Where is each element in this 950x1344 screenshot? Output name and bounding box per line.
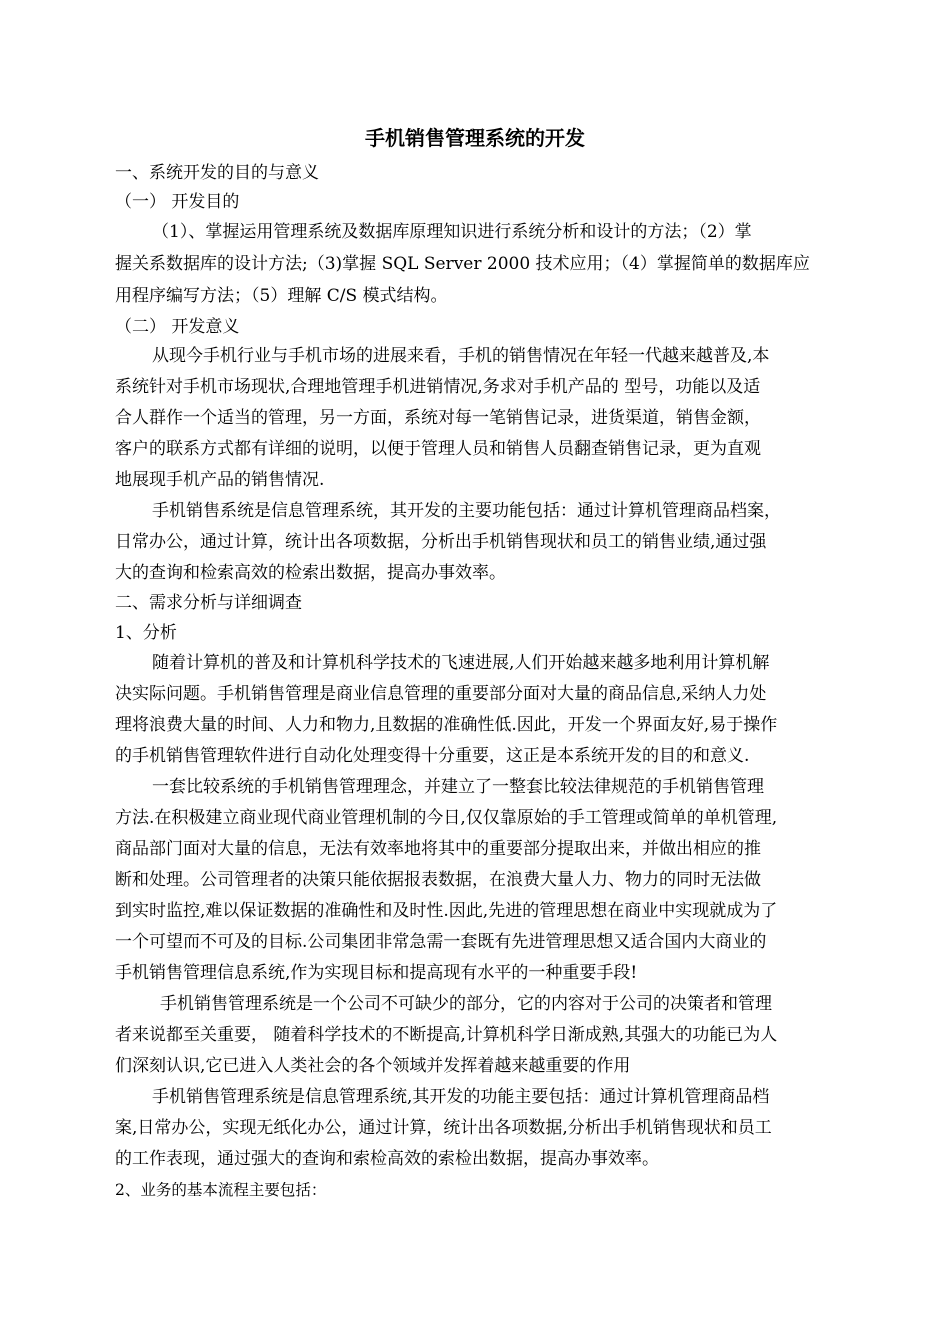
paragraph-line: 随着计算机的普及和计算机科学技术的飞速进展,人们开始越来越多地利用计算机解 [152,653,770,673]
subheading-1: （一） 开发目的 [115,192,240,212]
paragraph-line: 们深刻认识,它已进入人类社会的各个领域并发挥着越来越重要的作用 [115,1056,631,1076]
paragraph-line: 的手机销售管理软件进行自动化处理变得十分重要，这正是本系统开发的目的和意义. [115,746,750,766]
paragraph-line: 手机销售系统是信息管理系统，其开发的主要功能包括：通过计算机管理商品档案， [152,501,781,521]
paragraph-line: 系统针对手机市场现状,合理地管理手机进销情况,务求对手机产品的 型号，功能以及适 [115,377,761,397]
paragraph-line: 用程序编写方法；（5）理解 C/S 模式结构。 [115,286,448,306]
paragraph-line: 断和处理。公司管理者的决策只能依据报表数据，在浪费大量人力、物力的同时无法做 [115,870,761,890]
subheading-2: （二） 开发意义 [115,317,240,337]
heading-2: 二、需求分析与详细调查 [115,593,302,613]
paragraph-line: 决实际问题。手机销售管理是商业信息管理的重要部分面对大量的商品信息,采纳人力处 [115,684,767,704]
paragraph-line: 案,日常办公，实现无纸化办公，通过计算，统计出各项数据,分析出手机销售现状和员工 [115,1118,772,1138]
paragraph-line: 握关系数据库的设计方法;（3)掌握 SQL Server 2000 技术应用；（4）掌握简单的数据库应 [115,254,810,274]
paragraph-line: 一套比较系统的手机销售管理理念，并建立了一整套比较法律规范的手机销售管理 [152,777,764,797]
paragraph-line: 方法.在积极建立商业现代商业管理机制的今日,仅仅靠原始的手工管理或简单的单机管理, [115,808,778,828]
paragraph-line: 商品部门面对大量的信息，无法有效率地将其中的重要部分提取出来，并做出相应的推 [115,839,761,859]
paragraph-line: 的工作表现，通过强大的查询和索检高效的索检出数据，提高办事效率。 [115,1149,659,1169]
paragraph-line: 到实时监控,难以保证数据的准确性和及时性.因此,先进的管理思想在商业中实现就成为了 [115,901,778,921]
paragraph-line: 地展现手机产品的销售情况. [115,470,325,490]
paragraph-line: 者来说都至关重要， 随着科学技术的不断提高,计算机科学日渐成熟,其强大的功能已为人 [115,1025,778,1045]
paragraph-line: 日常办公，通过计算，统计出各项数据，分析出手机销售现状和员工的销售业绩,通过强 [115,532,767,552]
paragraph-line: 一个可望而不可及的目标.公司集团非常急需一套既有先进管理思想又适合国内大商业的 [115,932,767,952]
paragraph-line: 理将浪费大量的时间、人力和物力,且数据的准确性低.因此，开发一个界面友好,易于操作 [115,715,778,735]
paragraph-line: （1）、掌握运用管理系统及数据库原理知识进行系统分析和设计的方法；（2）掌 [152,222,752,242]
subheading-3: 1、分析 [115,623,177,643]
paragraph-line: 合人群作一个适当的管理，另一方面，系统对每一笔销售记录，进货渠道，销售金额， [115,408,761,428]
paragraph-line: 手机销售管理信息系统,作为实现目标和提高现有水平的一种重要手段! [115,963,638,983]
document-title: 手机销售管理系统的开发 [365,126,585,150]
paragraph-line: 大的查询和检索高效的检索出数据，提高办事效率。 [115,563,506,583]
paragraph-line: 手机销售管理系统是信息管理系统,其开发的功能主要包括：通过计算机管理商品档 [152,1087,770,1107]
paragraph-line: 手机销售管理系统是一个公司不可缺少的部分，它的内容对于公司的决策者和管理 [160,994,772,1014]
subheading-4: 2、业务的基本流程主要包括： [115,1181,327,1199]
heading-1: 一、系统开发的目的与意义 [115,163,319,183]
paragraph-line: 客户的联系方式都有详细的说明，以便于管理人员和销售人员翻查销售记录，更为直观 [115,439,761,459]
paragraph-line: 从现今手机行业与手机市场的进展来看，手机的销售情况在年轻一代越来越普及,本 [152,346,770,366]
